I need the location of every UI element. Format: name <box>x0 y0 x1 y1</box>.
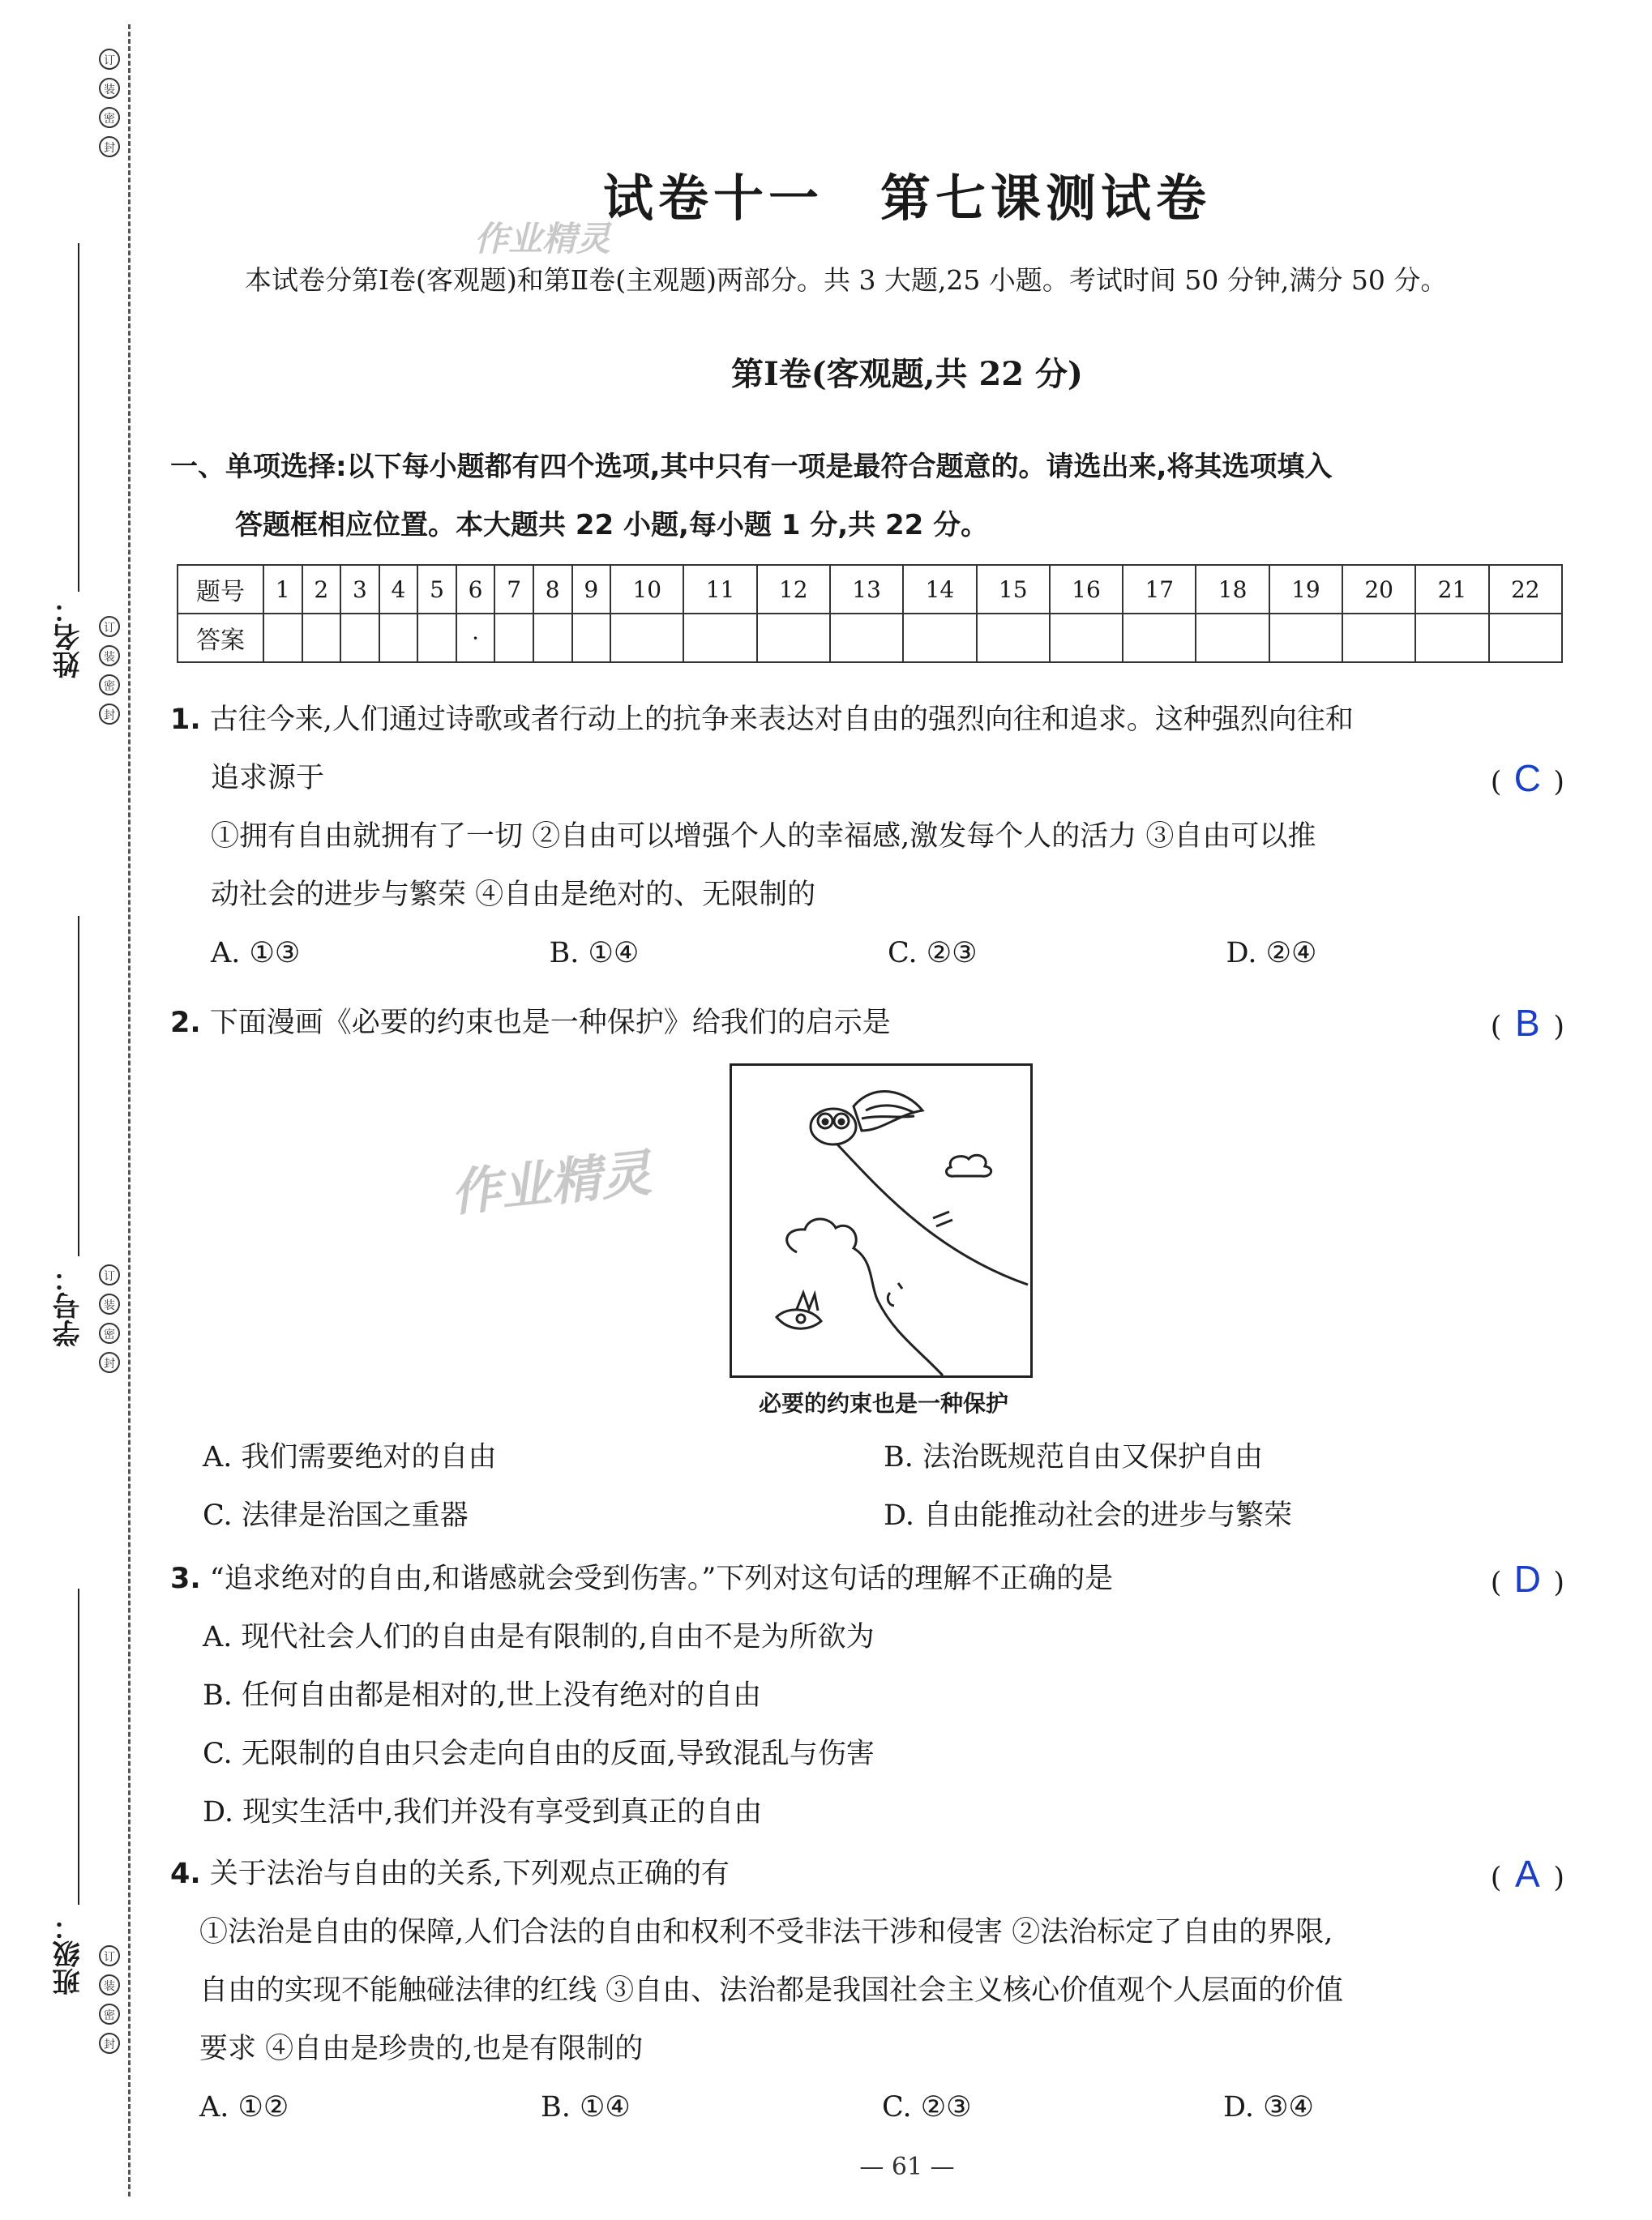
question-1-stem-line1 <box>170 691 1564 749</box>
grid-answer-cell[interactable] <box>533 614 572 662</box>
grid-answer-cell[interactable] <box>610 614 683 662</box>
option-b[interactable]: B. ①④ <box>549 937 640 969</box>
student-id-label: 学号： <box>53 1264 85 1347</box>
grid-row-label: 题号 <box>178 565 263 614</box>
grid-number: 2 <box>302 565 341 614</box>
section-heading <box>170 438 1564 554</box>
option-b[interactable]: B. ①④ <box>541 2091 631 2124</box>
title-lesson: 第七课测试卷 <box>880 169 1212 228</box>
grid-number: 11 <box>683 565 756 614</box>
class-label: 班级： <box>53 1913 85 1995</box>
grid-answer-cell[interactable] <box>340 614 379 662</box>
question-3-stem <box>170 1550 1564 1608</box>
section-instruction-line1: 一、单项选择:以下每小题都有四个选项,其中只有一项是最符合题意的。请选出来,将其选项填入 <box>170 451 1333 483</box>
grid-number: 12 <box>757 565 830 614</box>
grid-number: 6 <box>456 565 495 614</box>
answer-bracket[interactable]: ( D ) <box>1491 1550 1564 1612</box>
grid-answer-cell[interactable] <box>977 614 1050 662</box>
grid-number: 9 <box>572 565 611 614</box>
page-title <box>0 158 1652 230</box>
binding-hole: 订 <box>99 616 120 637</box>
binding-hole: 订 <box>99 1264 120 1285</box>
option-c[interactable]: C. ②③ <box>882 2091 972 2124</box>
grid-answer-cell[interactable] <box>417 614 456 662</box>
grid-number: 17 <box>1123 565 1196 614</box>
name-label: 姓名： <box>53 596 85 678</box>
grid-answer-cell[interactable] <box>263 614 302 662</box>
question-stem-text: 古往今来,人们通过诗歌或者行动上的抗争来表达对自由的强烈向往和追求。这种强烈向往和 <box>209 704 1354 736</box>
option-d[interactable]: D. ②④ <box>1226 937 1317 969</box>
question-1-stem-line2 <box>170 749 1564 807</box>
question-4-statements-line1: ①法治是自由的保障,人们合法的自由和权利不受非法干涉和侵害 ②法治标定了自由的界限, <box>199 1916 1333 1948</box>
grid-number: 5 <box>417 565 456 614</box>
question-2 <box>170 994 1564 1052</box>
question-3 <box>170 1550 1564 1841</box>
grid-answer-cell[interactable] <box>1489 614 1562 662</box>
grid-row-label: 答案 <box>178 614 263 662</box>
question-stem-text: “追求绝对的自由,和谐感就会受到伤害。”下列对这句话的理解不正确的是 <box>209 1563 1114 1595</box>
question-2-options <box>170 1428 1564 1545</box>
grid-answer-cell[interactable] <box>302 614 341 662</box>
answer-bracket[interactable]: ( C ) <box>1491 749 1564 811</box>
grid-answer-cell[interactable] <box>572 614 611 662</box>
student-id-write-line[interactable] <box>78 916 79 1256</box>
binding-marks-top <box>96 49 123 157</box>
binding-marks-upper <box>96 616 123 725</box>
binding-hole: 封 <box>99 136 120 157</box>
binding-margin <box>0 0 162 2220</box>
option-a[interactable]: A. 我们需要绝对的自由 <box>203 1441 497 1474</box>
grid-number: 20 <box>1342 565 1415 614</box>
grid-number: 13 <box>830 565 903 614</box>
option-b[interactable]: B. 任何自由都是相对的,世上没有绝对的自由 <box>203 1679 762 1712</box>
exam-intro: 本试卷分第Ⅰ卷(客观题)和第Ⅱ卷(主观题)两部分。共 3 大题,25 小题。考试时间 50 分钟,满分 50 分。 <box>245 264 1448 296</box>
question-4 <box>170 1845 1564 2137</box>
answer-bracket[interactable]: ( B ) <box>1491 994 1564 1056</box>
grid-answer-cell[interactable] <box>494 614 533 662</box>
binding-marks-middle <box>96 1264 123 1373</box>
binding-hole: 密 <box>99 674 120 695</box>
grid-number: 8 <box>533 565 572 614</box>
option-a[interactable]: A. 现代社会人们的自由是有限制的,自由不是为所欲为 <box>203 1621 875 1653</box>
grid-number: 1 <box>263 565 302 614</box>
handwritten-answer: D <box>1513 1558 1541 1600</box>
option-d[interactable]: D. 自由能推动社会的进步与繁荣 <box>884 1499 1293 1532</box>
option-a[interactable]: A. ①③ <box>211 937 301 969</box>
class-write-line[interactable] <box>78 1589 79 1905</box>
option-d[interactable]: D. ③④ <box>1223 2091 1314 2124</box>
grid-number: 15 <box>977 565 1050 614</box>
grid-answer-cell[interactable] <box>903 614 976 662</box>
grid-answer-cell[interactable] <box>830 614 903 662</box>
grid-number: 21 <box>1415 565 1488 614</box>
binding-hole: 装 <box>99 78 120 99</box>
grid-number: 3 <box>340 565 379 614</box>
question-stem-text: 关于法治与自由的关系,下列观点正确的有 <box>209 1858 730 1890</box>
handwritten-answer: C <box>1513 757 1541 799</box>
handwritten-answer: B <box>1515 1002 1540 1044</box>
grid-answer-cell[interactable] <box>1196 614 1269 662</box>
binding-hole: 密 <box>99 1323 120 1344</box>
title-paper-number: 试卷十一 <box>602 169 824 228</box>
option-d[interactable]: D. 现实生活中,我们并没有享受到真正的自由 <box>203 1796 763 1829</box>
cartoon-caption: 必要的约束也是一种保护 <box>758 1390 1008 1417</box>
binding-hole: 封 <box>99 704 120 725</box>
question-number: 1. <box>170 704 201 736</box>
option-c[interactable]: C. 无限制的自由只会走向自由的反面,导致混乱与伤害 <box>203 1738 875 1770</box>
answer-grid-number-row <box>178 565 1562 614</box>
binding-marks-bottom <box>96 1945 123 2054</box>
question-stem-text: 追求源于 <box>211 762 325 794</box>
grid-answer-cell[interactable] <box>1050 614 1123 662</box>
grid-answer-cell[interactable] <box>1415 614 1488 662</box>
binding-hole: 密 <box>99 107 120 128</box>
cartoon-drawing <box>732 1066 1030 1375</box>
question-1 <box>170 691 1564 982</box>
binding-hole: 密 <box>99 2004 120 2025</box>
watermark: 作业精灵 <box>447 1143 654 1223</box>
question-2-stem <box>170 994 1564 1052</box>
question-4-statements-line3: 要求 ④自由是珍贵的,也是有限制的 <box>199 2033 644 2065</box>
grid-number: 10 <box>610 565 683 614</box>
grid-answer-cell[interactable] <box>1123 614 1196 662</box>
question-number: 4. <box>170 1858 201 1890</box>
grid-number: 19 <box>1269 565 1342 614</box>
grid-number: 22 <box>1489 565 1562 614</box>
grid-number: 16 <box>1050 565 1123 614</box>
section-instruction-line2: 答题框相应位置。本大题共 22 小题,每小题 1 分,共 22 分。 <box>235 509 989 541</box>
option-c[interactable]: C. ②③ <box>888 937 978 969</box>
binding-hole: 封 <box>99 2033 120 2054</box>
grid-number: 4 <box>379 565 418 614</box>
question-number: 2. <box>170 1007 201 1039</box>
grid-answer-cell[interactable] <box>379 614 418 662</box>
binding-hole: 装 <box>99 645 120 666</box>
question-2-options-block <box>170 1428 1564 1545</box>
question-1-statements-line1: ①拥有自由就拥有了一切 ②自由可以增强个人的幸福感,激发每个人的活力 ③自由可以推 <box>211 820 1316 853</box>
grid-number: 14 <box>903 565 976 614</box>
option-c[interactable]: C. 法律是治国之重器 <box>203 1499 469 1532</box>
binding-hole: 装 <box>99 1294 120 1315</box>
question-4-options <box>170 2078 1564 2137</box>
answer-grid-answer-row <box>178 614 1562 662</box>
binding-hole: 订 <box>99 49 120 70</box>
page-number: — 61 — <box>859 2153 955 2181</box>
question-4-stem <box>170 1845 1564 1903</box>
watermark: 作业精灵 <box>474 219 611 259</box>
grid-answer-cell[interactable] <box>1269 614 1342 662</box>
binding-hole: 封 <box>99 1352 120 1373</box>
grid-answer-cell[interactable] <box>683 614 756 662</box>
answer-bracket[interactable]: ( A ) <box>1491 1845 1564 1907</box>
grid-answer-cell[interactable] <box>1342 614 1415 662</box>
option-a[interactable]: A. ①② <box>199 2091 289 2124</box>
question-1-options <box>170 924 1564 982</box>
question-stem-text: 下面漫画《必要的约束也是一种保护》给我们的启示是 <box>209 1007 891 1039</box>
question-1-statements-line2: 动社会的进步与繁荣 ④自由是绝对的、无限制的 <box>211 879 816 911</box>
handwritten-answer: A <box>1515 1853 1540 1895</box>
binding-hole: 订 <box>99 1945 120 1966</box>
grid-answer-cell[interactable]: · <box>456 614 495 662</box>
grid-number: 7 <box>494 565 533 614</box>
binding-hole: 装 <box>99 1974 120 1995</box>
grid-number: 18 <box>1196 565 1269 614</box>
binding-dashed-line <box>128 24 131 2196</box>
answer-grid <box>177 564 1563 663</box>
part-heading: 第Ⅰ卷(客观题,共 22 分) <box>730 355 1083 393</box>
question-number: 3. <box>170 1563 201 1595</box>
option-b[interactable]: B. 法治既规范自由又保护自由 <box>884 1441 1263 1474</box>
question-4-statements-line2: 自由的实现不能触碰法律的红线 ③自由、法治都是我国社会主义核心价值观个人层面的价值 <box>199 1974 1344 2007</box>
name-write-line[interactable] <box>78 243 79 592</box>
grid-answer-cell[interactable] <box>757 614 830 662</box>
cartoon-illustration <box>730 1063 1033 1378</box>
